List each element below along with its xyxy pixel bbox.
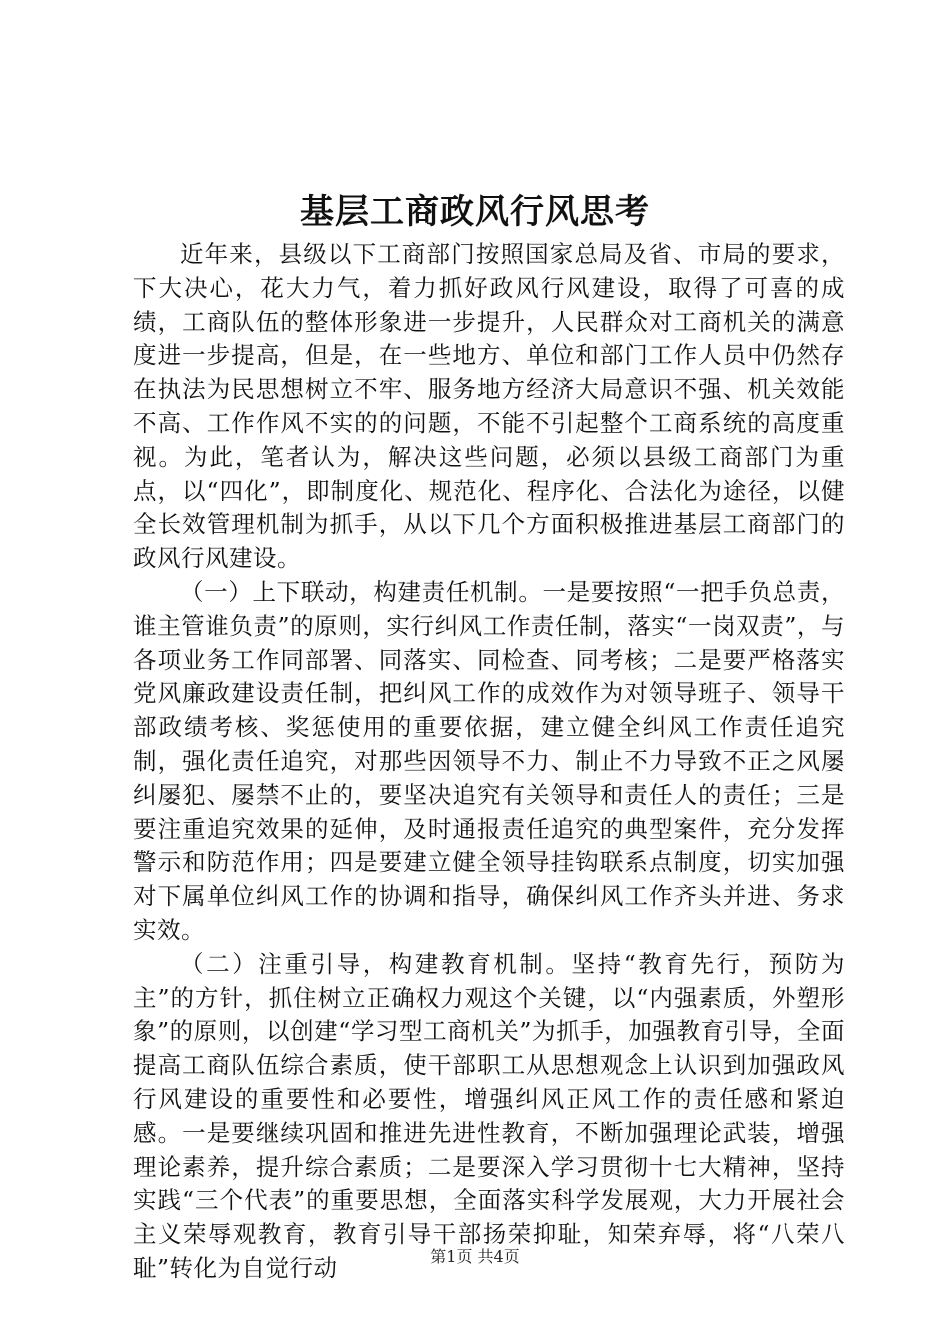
- document-title: 基层工商政风行风思考: [300, 192, 650, 232]
- paragraph-section-2: （二）注重引导，构建教育机制。坚持“教育先行，预防为主”的方针，抓住树立正确权力观这个关键，以“内强素质，外塑形象”的原则，以创建“学习型工商机关”为抓手，加强教育引导，全面提高工商队伍综合素质，使干部职工从思想观念上认识到加强政风行风建设的重要性和必要性，增强纠风正风工作的责任感和紧迫感。一是要继续巩固和推进先进性教育，不断加强理论武装，增强理论素养，提升综合素质；二是要深入学习贯彻十七大精神，坚持实践“三个代表”的重要思想，全面落实科学发展观，大力开展社会主义荣辱观教育，教育引导干部扬荣抑耻，知荣弃辱，将“八荣八耻”转化为自觉行动: [133, 949, 845, 1282]
- paragraph-section-1: （一）上下联动，构建责任机制。一是要按照“一把手负总责，谁主管谁负责”的原则，实行纠风工作责任制，落实“一岗双责”，与各项业务工作同部署、同落实、同检查、同考核；二是要严格落实党风廉政建设责任制，把纠风工作的成效作为对领导班子、领导干部政绩考核、奖惩使用的重要依据，建立健全纠风工作责任追究制，强化责任追究，对那些因领导不力、制止不力导致不正之风屡纠屡犯、屡禁不止的，要坚决追究有关领导和责任人的责任；三是要注重追究效果的延伸，及时通报责任追究的典型案件，充分发挥警示和防范作用；四是要建立健全领导挂钩联系点制度，切实加强对下属单位纠风工作的协调和指导，确保纠风工作齐头并进、务求实效。: [133, 577, 845, 944]
- page-number-footer: 第1页 共4页: [430, 1247, 520, 1266]
- paragraph-intro: 近年来，县级以下工商部门按照国家总局及省、市局的要求，下大决心，花大力气，着力抓好政风行风建设，取得了可喜的成绩，工商队伍的整体形象进一步提升，人民群众对工商机关的满意度进一步提高，但是，在一些地方、单位和部门工作人员中仍然存在执法为民思想树立不牢、服务地方经济大局意识不强、机关效能不高、工作作风不实的的问题，不能不引起整个工商系统的高度重视。为此，笔者认为，解决这些问题，必须以县级工商部门为重点，以“四化”，即制度化、规范化、程序化、合法化为途径，以健全长效管理机制为抓手，从以下几个方面积极推进基层工商部门的政风行风建设。: [133, 240, 845, 573]
- document-body: [133, 238, 845, 1286]
